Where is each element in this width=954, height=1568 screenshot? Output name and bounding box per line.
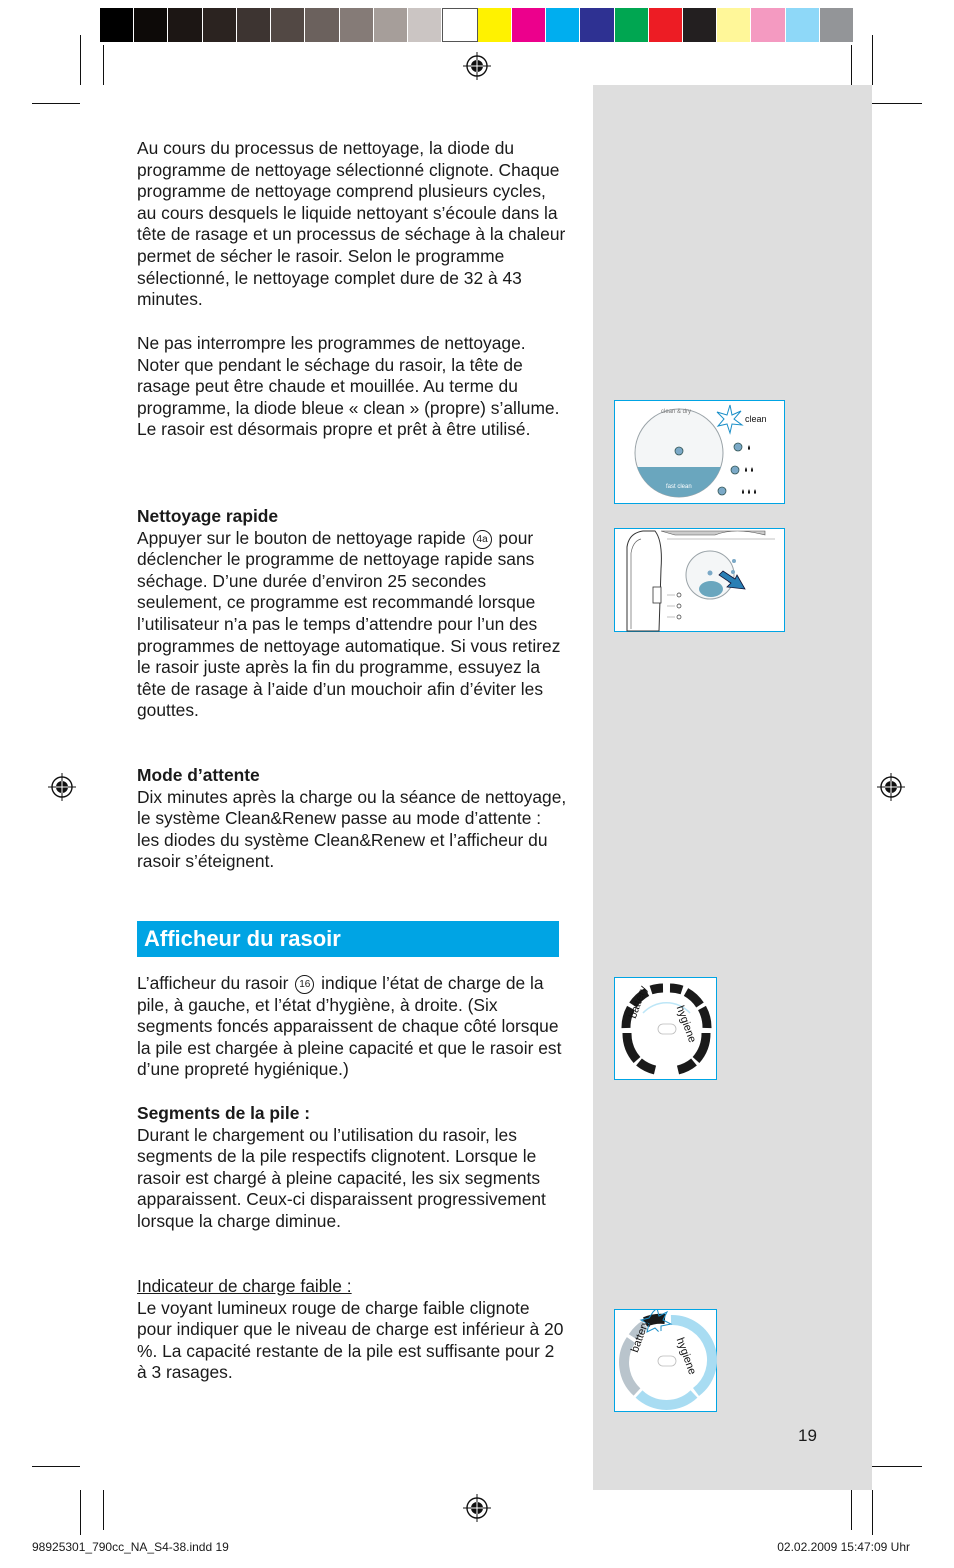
battery-label: battery: [629, 1318, 652, 1355]
battery-label: battery: [627, 984, 650, 1021]
display-text-a: L’afficheur du rasoir: [137, 973, 289, 993]
crop-mark: [872, 35, 873, 85]
color-swatch: [237, 8, 271, 42]
paragraph-battery-segments: [137, 1103, 567, 1233]
color-swatch: [615, 8, 649, 42]
paragraph-quick-clean: [137, 506, 567, 722]
paragraph-cleaning-process: Au cours du processus de nettoyage, la diode du programme de nettoyage sélectionné clignote. Chaque programme de nettoyage comprend plusieurs cycles, au cours desquels le liquide nettoyant s’écoule dans la tête de rasage et un processus de séchage à la chaleur permet de sécher le rasoir. Selon le programme sélectionné, le nettoyage complet dure de 32 à 43 minutes.: [137, 138, 566, 310]
crop-mark: [851, 45, 852, 85]
color-swatch: [134, 8, 168, 42]
paragraph-standby-mode: [137, 765, 567, 873]
color-swatch: [820, 8, 854, 42]
figure-low-charge-display: [614, 1309, 717, 1412]
crop-mark: [872, 103, 922, 104]
color-swatch: [305, 8, 339, 42]
section-title-shaver-display: Afficheur du rasoir: [137, 921, 559, 957]
crop-mark: [872, 1490, 873, 1535]
color-swatch: [442, 8, 477, 42]
crop-mark: [32, 1466, 80, 1467]
color-swatch: [751, 8, 785, 42]
registration-mark-icon: [48, 773, 76, 801]
fast-clean-label: fast clean: [666, 484, 692, 490]
footer-file-name: 98925301_790cc_NA_S4-38.indd 19: [32, 1540, 229, 1554]
color-swatch: [512, 8, 546, 42]
paragraph-display-intro: [137, 973, 567, 1081]
color-swatch: [683, 8, 717, 42]
reference-4a-icon: 4a: [473, 530, 492, 549]
color-swatch: [717, 8, 751, 42]
clean-dry-label: clean & dry: [661, 409, 692, 415]
crop-mark: [80, 1490, 81, 1535]
color-swatch: [271, 8, 305, 42]
color-swatch: [340, 8, 374, 42]
color-swatch: [100, 8, 134, 42]
color-swatch: [168, 8, 202, 42]
quick-clean-heading: Nettoyage rapide: [137, 506, 279, 526]
quick-clean-text-a: Appuyer sur le bouton de nettoyage rapide: [137, 527, 466, 548]
color-swatch: [786, 8, 820, 42]
crop-mark: [103, 1490, 104, 1530]
grey-sidebar: [593, 85, 872, 1490]
reference-16-icon: 16: [295, 975, 314, 994]
color-swatch: [546, 8, 580, 42]
color-swatch: [580, 8, 614, 42]
crop-mark: [851, 1490, 852, 1530]
standby-heading: Mode d’attente: [137, 765, 260, 785]
clean-label: clean: [745, 414, 767, 424]
color-swatch: [203, 8, 237, 42]
crop-mark: [32, 103, 80, 104]
print-color-bar: [100, 8, 854, 42]
standby-text: Dix minutes après la charge ou la séance de nettoyage, le système Clean&Renew passe au mode d’attente : les diodes du système Clean&Renew et l’afficheur du rasoir s’éteignent.: [137, 786, 567, 872]
registration-mark-icon: [463, 52, 491, 80]
page-number: 19: [798, 1426, 817, 1445]
color-swatch: [478, 8, 512, 42]
display-text-b: indique l’état de charge de la pile, à gauche, et l’état d’hygiène, à droite. (Six segments foncés apparaissent de chaque côté lorsque la pile est chargée à pleine capacité et que le rasoir est d’une propreté hygiénique.): [137, 973, 562, 1080]
color-swatch: [408, 8, 442, 42]
figure-clean-panel: [614, 400, 785, 504]
hygiene-label: hygiene: [673, 1336, 699, 1377]
low-charge-heading: Indicateur de charge faible :: [137, 1276, 352, 1296]
battery-segments-heading: Segments de la pile :: [137, 1103, 310, 1123]
footer-timestamp: 02.02.2009 15:47:09 Uhr: [777, 1540, 910, 1554]
registration-mark-icon: [877, 773, 905, 801]
hygiene-label: hygiene: [673, 1004, 699, 1045]
crop-mark: [872, 1466, 922, 1467]
figure-shaver-display: [614, 977, 717, 1080]
figure-press-fast-clean: [614, 528, 785, 632]
crop-mark: [80, 35, 81, 85]
paragraph-low-charge: [137, 1276, 567, 1384]
color-swatch: [374, 8, 408, 42]
low-charge-text: Le voyant lumineux rouge de charge faible clignote pour indiquer que le niveau de charge est inférieur à 20 %. La capacité restante de la pile est suffisante pour 2 à 3 rasages.: [137, 1297, 564, 1383]
paragraph-do-not-interrupt: Ne pas interrompre les programmes de nettoyage. Noter que pendant le séchage du rasoir, la tête de rasage peut être chaude et mouillée. Au terme du programme, la diode bleue « clean » (propre) s’allume. Le rasoir est désormais propre et prêt à être utilisé.: [137, 333, 560, 440]
color-swatch: [649, 8, 683, 42]
quick-clean-text-b: pour déclencher le programme de nettoyage rapide sans séchage. D’une durée d’environ 25 secondes seulement, ce programme est recommandé lorsque l’utilisateur n’a pas le temps d’attendre pour l’un des programmes de nettoyage automatique. Si vous retirez le rasoir juste après la fin du programme, essuyez la tête de rasage à l’aide d’un mouchoir afin d’éviter les gouttes.: [137, 527, 561, 721]
registration-mark-icon: [463, 1494, 491, 1522]
battery-segments-text: Durant le chargement ou l’utilisation du rasoir, les segments de la pile respectifs clignotent. Lorsque le rasoir est chargé à pleine capacité, les six segments apparaissent. Ceux-ci disparaissent progressivement lorsque la charge diminue.: [137, 1124, 546, 1231]
crop-mark: [103, 45, 104, 85]
